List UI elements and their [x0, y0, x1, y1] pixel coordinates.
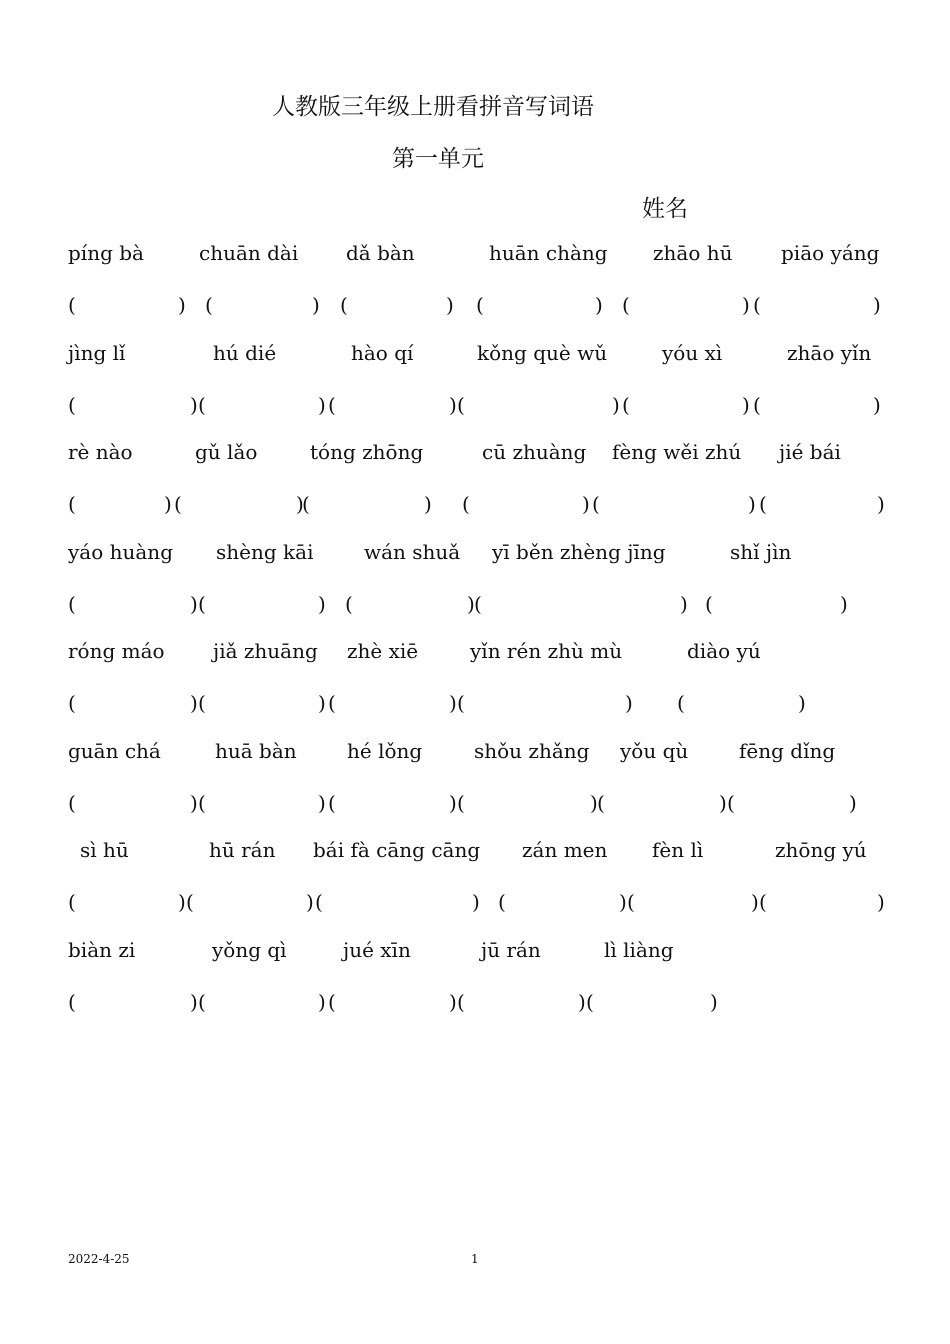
pinyin-prompt: hú dié: [213, 340, 277, 365]
pinyin-prompt: shǒu zhǎng: [474, 738, 590, 763]
answer-blank-close-paren: ): [449, 392, 457, 417]
pinyin-prompt: yǐn rén zhù mù: [470, 639, 623, 663]
pinyin-prompt: yǒng qì: [212, 937, 287, 962]
pinyin-prompt: dǎ bàn: [346, 241, 415, 265]
answer-blank-close-paren: ): [680, 591, 688, 616]
answer-blank-open-paren: (: [174, 492, 182, 516]
answer-blank-open-paren: (: [328, 691, 336, 715]
answer-blank-close-paren: ): [318, 591, 326, 616]
answer-blank-close-paren: ): [318, 989, 326, 1014]
pinyin-prompt: shèng kāi: [216, 539, 314, 564]
answer-blank-open-paren: (: [759, 890, 767, 914]
answer-blank-close-paren: ): [472, 890, 480, 914]
pinyin-prompt: chuān dài: [199, 241, 299, 265]
answer-blank-close-paren: ): [742, 392, 750, 417]
pinyin-prompt: yóu xì: [662, 340, 723, 365]
answer-blank-open-paren: (: [457, 691, 465, 715]
answer-blank-close-paren: ): [318, 691, 326, 715]
answer-blank-open-paren: (: [457, 989, 465, 1014]
answer-blank-open-paren: (: [198, 392, 206, 417]
answer-blank-close-paren: ): [318, 392, 326, 417]
pinyin-prompt: kǒng què wǔ: [477, 340, 608, 365]
answer-blank-close-paren: ): [164, 492, 172, 516]
pinyin-prompt: jū rán: [481, 937, 541, 962]
answer-blank-open-paren: (: [345, 591, 353, 616]
answer-blank-open-paren: (: [498, 890, 506, 914]
answer-blank-close-paren: ): [877, 492, 885, 516]
pinyin-prompt: yáo huàng: [68, 539, 173, 564]
answer-blank-close-paren: ): [449, 989, 457, 1014]
answer-blank-close-paren: ): [751, 890, 759, 914]
answer-blank-open-paren: (: [198, 790, 206, 815]
answer-blank-close-paren: ): [296, 492, 304, 516]
answer-blank-open-paren: (: [328, 790, 336, 815]
answer-blank-open-paren: (: [586, 989, 594, 1014]
pinyin-prompt: lì liàng: [604, 937, 674, 962]
worksheet-title: 人教版三年级上册看拼音写词语: [272, 94, 594, 120]
pinyin-prompt: shǐ jìn: [730, 539, 792, 564]
answer-blank-open-paren: (: [622, 392, 630, 417]
pinyin-prompt: jiǎ zhuāng: [213, 639, 318, 663]
pinyin-prompt: yī běn zhèng jīng: [492, 539, 666, 564]
answer-blank-open-paren: (: [315, 890, 323, 914]
answer-blank-open-paren: (: [328, 392, 336, 417]
answer-blank-close-paren: ): [590, 790, 598, 815]
answer-blank-close-paren: ): [312, 293, 320, 317]
pinyin-prompt: wán shuǎ: [364, 539, 461, 564]
pinyin-prompt: rè nào: [68, 440, 133, 464]
pinyin-prompt: huā bàn: [215, 738, 297, 763]
answer-blank-open-paren: (: [68, 691, 76, 715]
pinyin-prompt: huān chàng: [489, 241, 608, 265]
answer-blank-open-paren: (: [198, 989, 206, 1014]
answer-blank-open-paren: (: [68, 492, 76, 516]
answer-blank-close-paren: ): [190, 691, 198, 715]
answer-blank-close-paren: ): [742, 293, 750, 317]
answer-blank-open-paren: (: [328, 989, 336, 1014]
pinyin-prompt: hé lǒng: [347, 738, 423, 763]
pinyin-prompt: cū zhuàng: [482, 440, 587, 464]
pinyin-prompt: zhōng yú: [775, 838, 867, 862]
answer-blank-close-paren: ): [873, 293, 881, 317]
answer-blank-close-paren: ): [873, 392, 881, 417]
pinyin-prompt: róng máo: [68, 639, 165, 663]
pinyin-prompt: zhè xiē: [347, 639, 419, 663]
answer-blank-open-paren: (: [68, 790, 76, 815]
answer-blank-close-paren: ): [446, 293, 454, 317]
answer-blank-open-paren: (: [302, 492, 310, 516]
pinyin-prompt: guān chá: [68, 738, 161, 763]
pinyin-prompt: bái fà cāng cāng: [313, 838, 481, 862]
answer-blank-open-paren: (: [705, 591, 713, 616]
answer-blank-close-paren: ): [877, 890, 885, 914]
answer-blank-open-paren: (: [340, 293, 348, 317]
pinyin-prompt: diào yú: [687, 639, 761, 663]
pinyin-prompt: yǒu qù: [620, 738, 689, 763]
pinyin-prompt: fèn lì: [652, 838, 704, 862]
answer-blank-open-paren: (: [727, 790, 735, 815]
answer-blank-open-paren: (: [198, 591, 206, 616]
pinyin-prompt: zhāo hū: [653, 241, 733, 265]
answer-blank-close-paren: ): [318, 790, 326, 815]
pinyin-prompt: jié bái: [779, 440, 841, 464]
answer-blank-close-paren: ): [306, 890, 314, 914]
pinyin-prompt: sì hū: [80, 838, 129, 862]
answer-blank-close-paren: ): [748, 492, 756, 516]
answer-blank-open-paren: (: [597, 790, 605, 815]
answer-blank-close-paren: ): [719, 790, 727, 815]
answer-blank-close-paren: ): [190, 591, 198, 616]
answer-blank-open-paren: (: [198, 691, 206, 715]
answer-blank-close-paren: ): [467, 591, 475, 616]
answer-blank-close-paren: ): [178, 890, 186, 914]
pinyin-prompt: hào qí: [351, 340, 414, 365]
footer-date: 2022-4-25: [68, 1252, 130, 1266]
pinyin-prompt: piāo yáng: [781, 241, 880, 265]
answer-blank-close-paren: ): [190, 989, 198, 1014]
pinyin-prompt: tóng zhōng: [310, 440, 424, 464]
answer-blank-close-paren: ): [625, 691, 633, 715]
pinyin-prompt: píng bà: [68, 241, 144, 265]
answer-blank-open-paren: (: [753, 293, 761, 317]
answer-blank-open-paren: (: [592, 492, 600, 516]
pinyin-prompt: gǔ lǎo: [195, 440, 258, 464]
answer-blank-close-paren: ): [710, 989, 718, 1014]
answer-blank-close-paren: ): [595, 293, 603, 317]
answer-blank-open-paren: (: [68, 890, 76, 914]
answer-blank-close-paren: ): [449, 691, 457, 715]
answer-blank-open-paren: (: [677, 691, 685, 715]
pinyin-prompt: hū rán: [209, 838, 276, 862]
answer-blank-close-paren: ): [619, 890, 627, 914]
answer-blank-open-paren: (: [68, 392, 76, 417]
answer-blank-open-paren: (: [68, 293, 76, 317]
answer-blank-open-paren: (: [68, 591, 76, 616]
pinyin-prompt: jìng lǐ: [68, 340, 126, 365]
answer-blank-open-paren: (: [457, 392, 465, 417]
answer-blank-close-paren: ): [582, 492, 590, 516]
answer-blank-open-paren: (: [457, 790, 465, 815]
pinyin-prompt: biàn zi: [68, 937, 136, 962]
answer-blank-open-paren: (: [759, 492, 767, 516]
answer-blank-close-paren: ): [178, 293, 186, 317]
pinyin-prompt: zán men: [522, 838, 608, 862]
answer-blank-close-paren: ): [449, 790, 457, 815]
answer-blank-open-paren: (: [474, 591, 482, 616]
page-number: 1: [471, 1252, 479, 1266]
answer-blank-close-paren: ): [578, 989, 586, 1014]
pinyin-prompt: jué xīn: [343, 937, 411, 962]
pinyin-prompt: fèng wěi zhú: [612, 440, 742, 464]
answer-blank-open-paren: (: [622, 293, 630, 317]
unit-heading: 第一单元: [392, 146, 484, 172]
name-label: 姓名: [642, 196, 688, 222]
pinyin-prompt: zhāo yǐn: [787, 340, 872, 365]
answer-blank-close-paren: ): [798, 691, 806, 715]
answer-blank-close-paren: ): [849, 790, 857, 815]
answer-blank-open-paren: (: [68, 989, 76, 1014]
answer-blank-close-paren: ): [424, 492, 432, 516]
answer-blank-open-paren: (: [627, 890, 635, 914]
answer-blank-close-paren: ): [612, 392, 620, 417]
answer-blank-open-paren: (: [205, 293, 213, 317]
answer-blank-close-paren: ): [190, 790, 198, 815]
answer-blank-open-paren: (: [476, 293, 484, 317]
answer-blank-open-paren: (: [753, 392, 761, 417]
answer-blank-close-paren: ): [840, 591, 848, 616]
answer-blank-open-paren: (: [186, 890, 194, 914]
pinyin-prompt: fēng dǐng: [739, 738, 836, 763]
answer-blank-open-paren: (: [462, 492, 470, 516]
answer-blank-close-paren: ): [190, 392, 198, 417]
